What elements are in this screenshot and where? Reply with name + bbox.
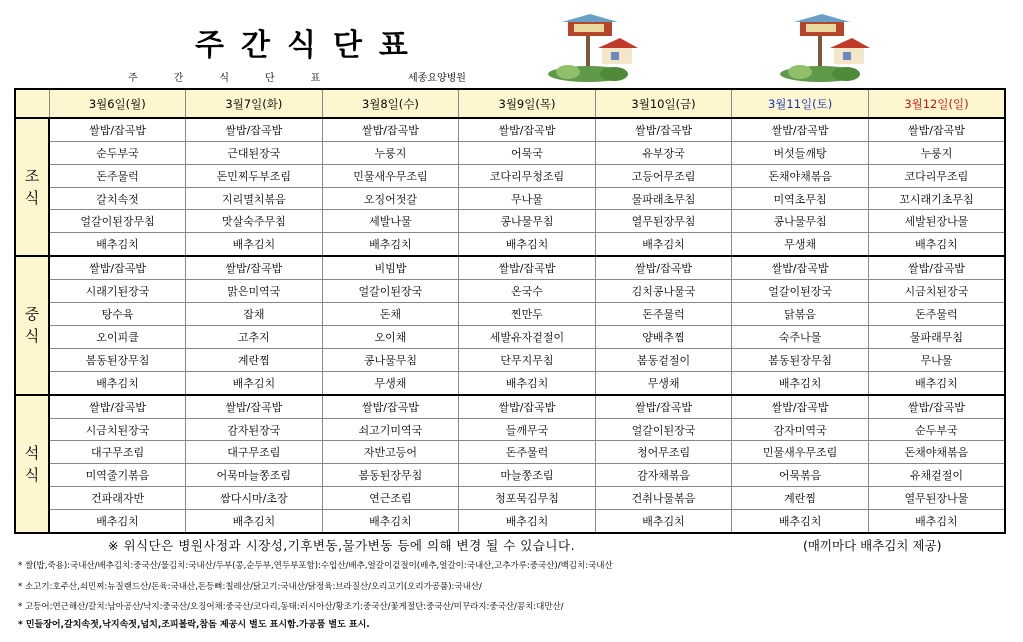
corner-cell [15,89,49,118]
menu-item: 열무된장무침 [595,210,732,233]
menu-item: 어묵마늘쫑조림 [186,464,323,487]
menu-item: 코다리무청조림 [459,164,596,187]
menu-item: 돈채야채볶음 [868,441,1005,464]
menu-item: 지리멸치볶음 [186,187,323,210]
menu-row [15,210,1005,233]
menu-row [15,164,1005,187]
menu-item: 감자된장국 [186,418,323,441]
menu-item: 쌀밥/잡곡밥 [186,395,323,419]
menu-item: 쌀밥/잡곡밥 [322,118,459,142]
menu-item: 배추김치 [49,509,186,533]
menu-row [15,348,1005,371]
day-header: 3월6일(월) [49,89,186,118]
page-subtitle: 주간식단표 [128,73,357,84]
menu-item: 숙주나물 [732,325,869,348]
menu-item: 무생채 [595,371,732,395]
menu-item: 세발나물 [322,210,459,233]
menu-item: 배추김치 [186,233,323,257]
menu-item: 물파래무침 [868,325,1005,348]
meal-label: 석 식 [15,395,49,533]
menu-item: 감자채볶음 [595,464,732,487]
meal-label: 중 식 [15,256,49,394]
menu-item: 배추김치 [595,233,732,257]
menu-item: 쌀밥/잡곡밥 [595,118,732,142]
menu-item: 돈주물럭 [459,441,596,464]
menu-item: 감자미역국 [732,418,869,441]
change-notice: ※ 위식단은 병원사정과 시장성,기후변동,물가변동 등에 의해 변경 될 수 있습니다. [108,538,576,553]
menu-item: 쌀밥/잡곡밥 [732,395,869,419]
menu-row [15,487,1005,510]
menu-item: 마늘쫑조림 [459,464,596,487]
menu-item: 돈채 [322,303,459,326]
menu-row [15,256,1005,280]
menu-item: 봄동겉절이 [595,348,732,371]
menu-item: 무생채 [322,371,459,395]
menu-item: 시래기된장국 [49,280,186,303]
day-header-sunday: 3월12일(일) [868,89,1005,118]
menu-item: 건파래자반 [49,487,186,510]
menu-item: 배추김치 [49,371,186,395]
origin-footnote: * 소고기:호주산,쇠민찌:뉴질랜드산/돈육:국내산,돈등뼈:칠레산/닭고기:국내산/닭정육:브라질산/오리고기(오리가공품):국내산/ [18,582,482,592]
menu-item: 배추김치 [459,233,596,257]
menu-item: 시금치된장국 [868,280,1005,303]
menu-row [15,118,1005,142]
menu-item: 얼갈이된장국 [322,280,459,303]
origin-footnote: * 쌀(밥,죽용):국내산/배추김치:중국산/물김치:국내산/두부(콩,순두부,연두부포함):수입산/배추,얼갈이겉절이(배추,얼갈이:국내산,고추가루:중국산)/백김치:국내산 [18,561,613,571]
menu-item: 배추김치 [459,509,596,533]
menu-item: 쌀밥/잡곡밥 [459,395,596,419]
menu-item: 갈치속젓 [49,187,186,210]
menu-item: 배추김치 [732,509,869,533]
menu-item: 쌀밥/잡곡밥 [732,118,869,142]
menu-item: 쌀밥/잡곡밥 [459,256,596,280]
menu-row [15,233,1005,257]
day-header: 3월7일(화) [186,89,323,118]
menu-item: 들깨무국 [459,418,596,441]
menu-item: 쌀밥/잡곡밥 [732,256,869,280]
menu-item: 콩나물무침 [732,210,869,233]
menu-item: 쌈다시마/초장 [186,487,323,510]
menu-item: 오징어젓갈 [322,187,459,210]
weekly-menu-table [14,88,1006,534]
menu-item: 배추김치 [868,371,1005,395]
menu-item: 봄동된장무침 [732,348,869,371]
menu-item: 꼬시래기초무침 [868,187,1005,210]
menu-item: 얼갈이된장국 [732,280,869,303]
menu-item: 탕수육 [49,303,186,326]
menu-item: 돈주물럭 [595,303,732,326]
menu-item: 돈채야채볶음 [732,164,869,187]
menu-row [15,464,1005,487]
menu-item: 잡채 [186,303,323,326]
menu-item: 청어무조림 [595,441,732,464]
menu-item: 고추지 [186,325,323,348]
menu-item: 세발된장나물 [868,210,1005,233]
menu-item: 계란찜 [186,348,323,371]
menu-item: 순두부국 [49,142,186,165]
menu-item: 돈주물럭 [868,303,1005,326]
menu-row [15,395,1005,419]
day-header-saturday: 3월11일(토) [732,89,869,118]
menu-item: 오이피클 [49,325,186,348]
menu-item: 배추김치 [868,509,1005,533]
menu-row [15,142,1005,165]
menu-item: 쌀밥/잡곡밥 [868,256,1005,280]
menu-item: 봄동된장무침 [49,348,186,371]
menu-item: 오이채 [322,325,459,348]
menu-item: 온국수 [459,280,596,303]
menu-item: 얼갈이된장무침 [49,210,186,233]
menu-item: 배추김치 [186,371,323,395]
menu-item: 김치콩나물국 [595,280,732,303]
menu-item: 쌀밥/잡곡밥 [459,118,596,142]
menu-item: 코다리무조림 [868,164,1005,187]
meal-label: 조 식 [15,118,49,256]
menu-item: 미역줄기볶음 [49,464,186,487]
menu-row [15,325,1005,348]
menu-item: 누룽지 [322,142,459,165]
day-header-row [15,89,1005,118]
menu-item: 쌀밥/잡곡밥 [595,395,732,419]
menu-item: 청포묵김무침 [459,487,596,510]
menu-item: 무나물 [868,348,1005,371]
menu-item: 연근조림 [322,487,459,510]
menu-item: 버섯들깨탕 [732,142,869,165]
menu-item: 물파래초무침 [595,187,732,210]
menu-item: 쌀밥/잡곡밥 [49,118,186,142]
menu-item: 봄동된장무침 [322,464,459,487]
menu-item: 미역초무침 [732,187,869,210]
menu-item: 민물새우무조림 [322,164,459,187]
menu-item: 비빔밥 [322,256,459,280]
day-header: 3월10일(금) [595,89,732,118]
menu-item: 쌀밥/잡곡밥 [49,395,186,419]
menu-item: 돈민찌두부조림 [186,164,323,187]
menu-item: 배추김치 [322,509,459,533]
menu-item: 무생채 [732,233,869,257]
menu-item: 배추김치 [868,233,1005,257]
menu-row [15,303,1005,326]
menu-item: 얼갈이된장국 [595,418,732,441]
menu-item: 배추김치 [595,509,732,533]
menu-item: 쌀밥/잡곡밥 [186,256,323,280]
menu-item: 콩나물무침 [459,210,596,233]
day-header: 3월8일(수) [322,89,459,118]
kimchi-notice: (매끼마다 배추김치 제공) [803,538,942,553]
menu-item: 맛살숙주무침 [186,210,323,233]
menu-item: 쌀밥/잡곡밥 [186,118,323,142]
menu-item: 쌀밥/잡곡밥 [868,118,1005,142]
menu-item: 쇠고기미역국 [322,418,459,441]
hospital-name: 세종요양병원 [408,73,466,84]
menu-item: 돈주물럭 [49,164,186,187]
menu-item: 쌀밥/잡곡밥 [595,256,732,280]
menu-item: 세발유자겉절이 [459,325,596,348]
house-mailbox-illustration [548,14,638,84]
menu-item: 열무된장나물 [868,487,1005,510]
menu-item: 배추김치 [49,233,186,257]
menu-item: 고등어무조림 [595,164,732,187]
menu-item: 자반고등어 [322,441,459,464]
menu-row [15,509,1005,533]
menu-item: 대구무조림 [49,441,186,464]
menu-item: 건취나물볶음 [595,487,732,510]
menu-item: 맑은미역국 [186,280,323,303]
menu-item: 무나물 [459,187,596,210]
menu-item: 근대된장국 [186,142,323,165]
menu-item: 대구무조림 [186,441,323,464]
menu-item: 유부장국 [595,142,732,165]
origin-footnote: * 민들장어,갈치속젓,낙지속젓,넙치,조피볼락,참돔 제공시 별도 표시함.가공품 별도 표시. [18,620,370,630]
menu-item: 배추김치 [186,509,323,533]
menu-item: 어묵볶음 [732,464,869,487]
menu-item: 배추김치 [322,233,459,257]
menu-item: 콩나물무침 [322,348,459,371]
page-title: 주간식단표 [195,28,425,63]
menu-item: 단무지무침 [459,348,596,371]
menu-item: 양배추찜 [595,325,732,348]
menu-item: 쌀밥/잡곡밥 [49,256,186,280]
menu-item: 찐만두 [459,303,596,326]
menu-item: 어묵국 [459,142,596,165]
menu-item: 닭볶음 [732,303,869,326]
menu-item: 민물새우무조림 [732,441,869,464]
menu-row [15,371,1005,395]
house-mailbox-illustration [780,14,870,84]
menu-item: 배추김치 [732,371,869,395]
menu-item: 계란찜 [732,487,869,510]
menu-row [15,441,1005,464]
menu-item: 쌀밥/잡곡밥 [868,395,1005,419]
menu-item: 유채겉절이 [868,464,1005,487]
menu-row [15,187,1005,210]
menu-item: 시금치된장국 [49,418,186,441]
menu-item: 배추김치 [459,371,596,395]
menu-item: 쌀밥/잡곡밥 [322,395,459,419]
menu-item: 누룽지 [868,142,1005,165]
menu-row [15,280,1005,303]
menu-row [15,418,1005,441]
origin-footnote: * 고등어:연근해산/갈치:남아공산/낙지:중국산/오징어채:중국산/코다리,동태:러시아산/황조기:중국산/꽃게절단:중국산/미꾸라지:중국산/꽁치:대만산/ [18,602,564,612]
day-header: 3월9일(목) [459,89,596,118]
menu-item: 순두부국 [868,418,1005,441]
